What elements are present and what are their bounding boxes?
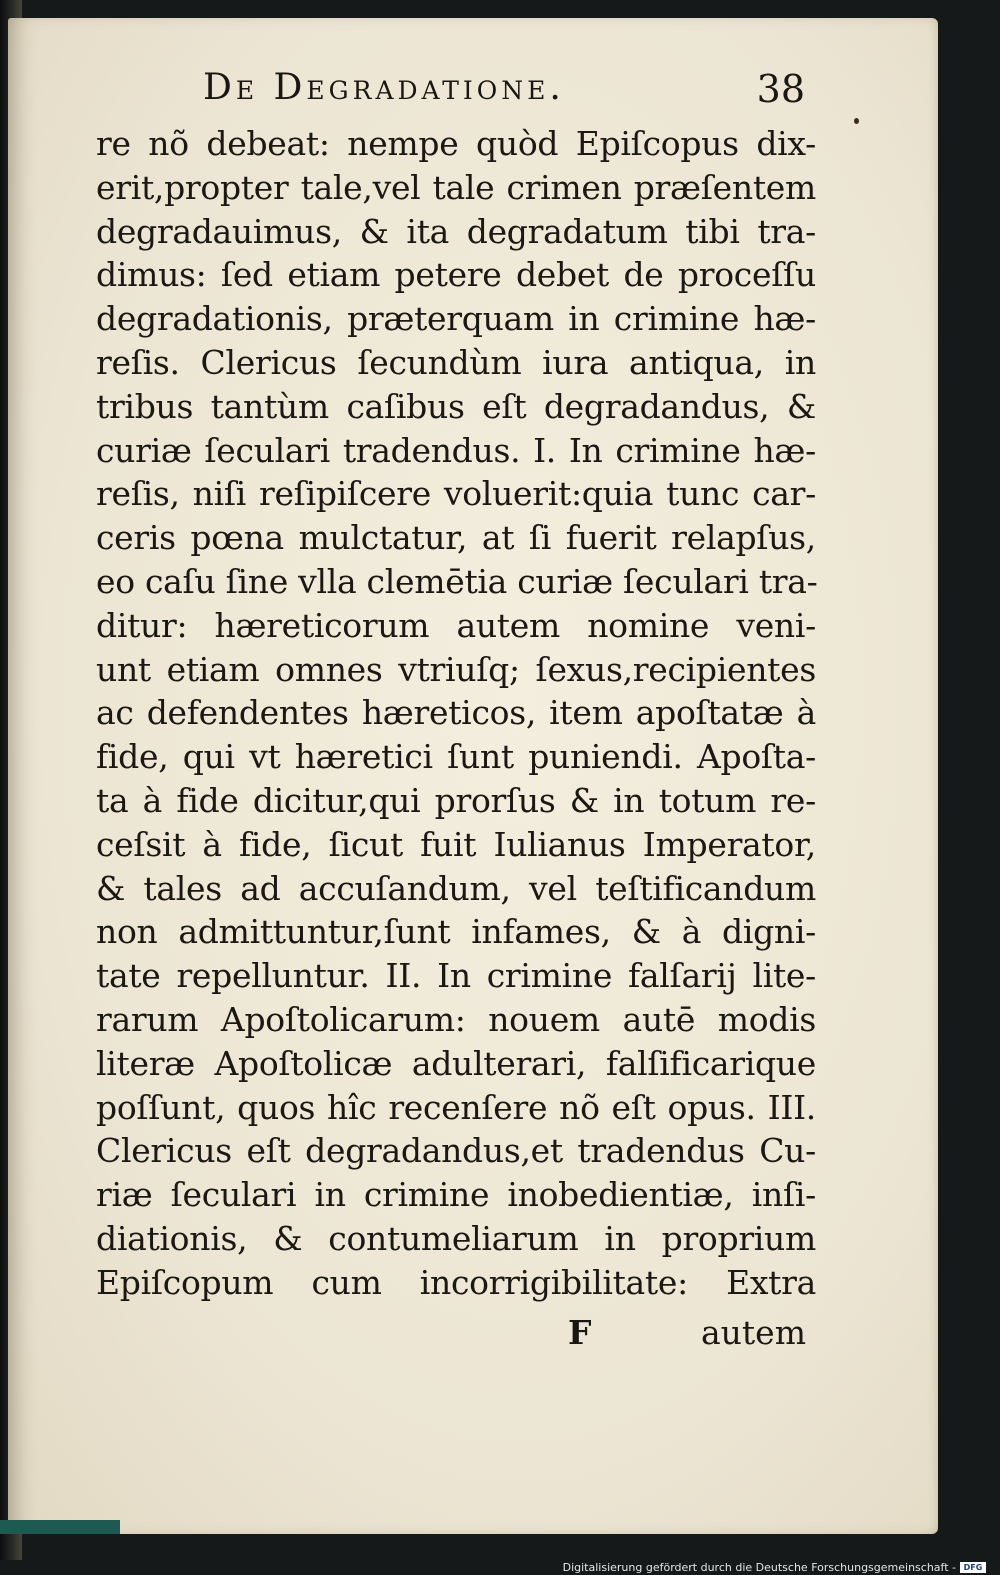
- dfg-logo: DFG: [960, 1562, 986, 1573]
- running-title: De Degradatione.: [203, 67, 565, 108]
- text-line: rarum Apoſtolicarum: nouem autē modis: [96, 999, 816, 1039]
- digitization-footer: [0, 1560, 1000, 1575]
- page-number: 38: [756, 67, 805, 111]
- text-line: degradauimus, & ita degradatum tibi tra-: [96, 211, 816, 251]
- text-line: diationis, & contumeliarum in proprium: [96, 1218, 816, 1258]
- text-line: reſis. Clericus ſecundùm iura antiqua, in: [96, 342, 816, 382]
- funding-credit: Digitalisierung gefördert durch die Deutsche Forschungsgemeinschaft -: [562, 1561, 956, 1574]
- text-line: reſis, niſi reſipiſcere voluerit:quia tunc car-: [96, 474, 816, 514]
- catchword: autem: [700, 1313, 806, 1352]
- text-line: Epiſcopum cum incorrigibilitate: Extra: [96, 1262, 816, 1302]
- running-header: [203, 63, 823, 119]
- text-line: erit,propter tale,vel tale crimen præſentem: [96, 167, 816, 207]
- text-line: literæ Apoſtolicæ adulterari, falſificarique: [96, 1043, 816, 1083]
- text-line: tate repelluntur. II. In crimine falſarij lite-: [96, 956, 816, 996]
- text-line: fide, qui vt hæretici ſunt puniendi. Apoſta-: [96, 737, 816, 777]
- book-page: [8, 18, 938, 1534]
- signature-mark: F: [568, 1313, 592, 1352]
- binding-edge: [0, 1520, 120, 1534]
- text-line: eo caſu ſine vlla clemētia curiæ ſeculari tra-: [96, 561, 818, 601]
- text-line: ta à fide dicitur,qui prorſus & in totum re-: [96, 780, 816, 820]
- text-line: Clericus eſt degradandus,et tradendus Cu-: [96, 1131, 816, 1171]
- text-line: degradationis, præterquam in crimine hæ-: [96, 299, 816, 339]
- body-text: [96, 122, 816, 1305]
- text-line: unt etiam omnes vtriuſq; ſexus,recipientes: [96, 649, 816, 689]
- ink-spot: [854, 118, 859, 124]
- text-line: & tales ad accuſandum, vel teſtificandum: [96, 868, 816, 908]
- text-line: tribus tantùm caſibus eſt degradandus, &: [96, 386, 816, 426]
- signature-line: [96, 1313, 806, 1357]
- text-line: riæ ſeculari in crimine inobedientiæ, inſi-: [96, 1175, 816, 1215]
- text-line: dimus: ſed etiam petere debet de proceſſu: [96, 255, 816, 295]
- text-line: ac defendentes hæreticos, item apoſtatæ à: [96, 693, 816, 733]
- text-line: poſſunt, quos hîc recenſere nõ eſt opus. III.: [96, 1087, 816, 1127]
- text-line: ceris pœna mulctatur, at ſi fuerit relapſus,: [96, 518, 816, 558]
- text-line: ditur: hæreticorum autem nomine veni-: [96, 605, 816, 645]
- text-line: ceſsit à fide, ſicut fuit Iulianus Imperator,: [96, 824, 816, 864]
- text-line: curiæ ſeculari tradendus. I. In crimine hæ-: [96, 430, 816, 470]
- text-line: re nõ debeat: nempe quòd Epiſcopus dix-: [96, 124, 816, 163]
- text-line: non admittuntur,ſunt infames, & à digni-: [96, 912, 816, 952]
